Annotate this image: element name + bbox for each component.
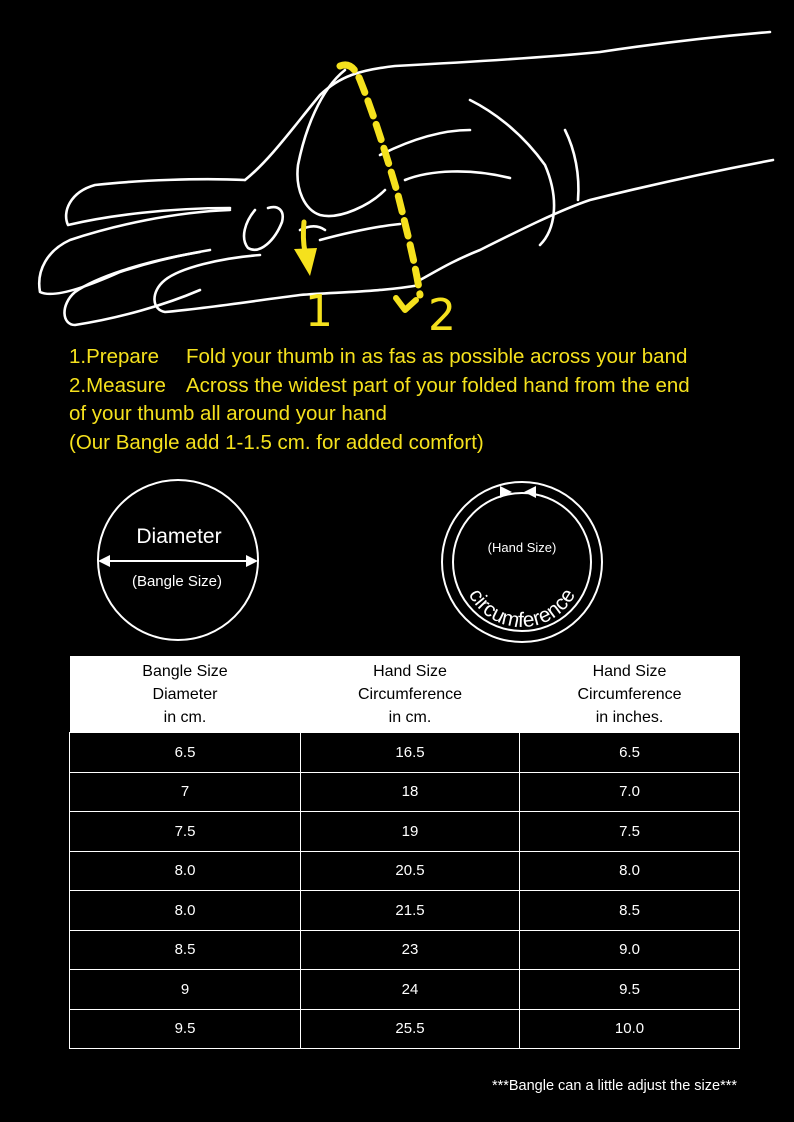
fold-arrow-icon [303, 222, 305, 252]
instruction-line-1 [69, 343, 769, 372]
header-line: Circumference [577, 685, 682, 703]
cell-bangle-cm: 8.0 [70, 891, 301, 931]
instruction-line-3: of your thumb all around your hand [69, 402, 387, 425]
header-line: Hand Size [592, 662, 667, 680]
cell-hand-cm: 24 [301, 970, 520, 1010]
cell-hand-cm: 20.5 [301, 851, 520, 891]
table-row [70, 772, 740, 812]
header-bangle-diameter-cm [70, 656, 301, 733]
table-row [70, 812, 740, 852]
step-2-label: 2.Measure [69, 373, 166, 397]
header-line: Bangle Size [142, 662, 228, 680]
table-row [70, 1009, 740, 1049]
step-2-text: Across the widest part of your folded hand from the end [186, 373, 690, 397]
circ-arrow-left-icon [500, 486, 512, 498]
circumference-title [464, 585, 580, 633]
diameter-diagram [98, 480, 258, 640]
step-number-2: 2 [428, 290, 456, 341]
arrow-left-icon [98, 555, 110, 567]
circ-arrow-right-icon [524, 486, 536, 498]
step-1-text: Fold your thumb in as fas as possible across your band [186, 345, 688, 368]
cell-hand-cm: 25.5 [301, 1009, 520, 1049]
table-row [70, 970, 740, 1010]
hand-outline [39, 32, 773, 325]
header-line: in cm. [163, 708, 207, 726]
table-row [70, 930, 740, 970]
cell-hand-cm: 16.5 [301, 733, 520, 773]
header-hand-circumference-inches [520, 656, 740, 733]
cell-hand-inches: 6.5 [520, 733, 740, 773]
circumference-subtitle: (Hand Size) [487, 540, 557, 555]
header-line: Circumference [357, 685, 463, 703]
cell-bangle-cm: 9 [70, 970, 301, 1010]
cell-bangle-cm: 8.0 [70, 851, 301, 891]
table-row [70, 851, 740, 891]
hand-measurement-illustration [0, 0, 794, 345]
cell-bangle-cm: 8.5 [70, 930, 301, 970]
size-table [69, 656, 740, 1049]
footnote: ***Bangle can a little adjust the size*** [491, 1078, 737, 1094]
circumference-title-path: circumference [464, 584, 580, 633]
cell-hand-cm: 19 [301, 812, 520, 852]
table-row [70, 733, 740, 773]
circumference-diagram [442, 482, 602, 642]
cell-hand-cm: 23 [301, 930, 520, 970]
step-1-label: 1.Prepare [69, 345, 160, 368]
diameter-title: Diameter [136, 525, 222, 548]
cell-hand-inches: 10.0 [520, 1009, 740, 1049]
cell-hand-inches: 7.0 [520, 772, 740, 812]
measurement-end-hook [396, 298, 416, 310]
cell-bangle-cm: 9.5 [70, 1009, 301, 1049]
header-line: in cm. [388, 708, 432, 726]
cell-hand-inches: 9.0 [520, 930, 740, 970]
cell-bangle-cm: 6.5 [70, 733, 301, 773]
fold-arrow-head-icon [294, 248, 317, 276]
table-header-row [70, 656, 740, 733]
cell-bangle-cm: 7 [70, 772, 301, 812]
cell-hand-cm: 18 [301, 772, 520, 812]
cell-hand-inches: 8.0 [520, 851, 740, 891]
cell-bangle-cm: 7.5 [70, 812, 301, 852]
cell-hand-inches: 7.5 [520, 812, 740, 852]
cell-hand-cm: 21.5 [301, 891, 520, 931]
cell-hand-inches: 8.5 [520, 891, 740, 931]
instruction-line-4: (Our Bangle add 1-1.5 cm. for added comfort) [69, 430, 484, 454]
step-number-1: 1 [305, 286, 333, 337]
cell-hand-inches: 9.5 [520, 970, 740, 1010]
header-line: Hand Size [373, 662, 447, 680]
instructions-block [69, 343, 769, 457]
header-line: in inches. [595, 708, 664, 726]
header-hand-circumference-cm [301, 656, 520, 733]
size-diagrams [0, 470, 794, 650]
table-row [70, 891, 740, 931]
header-line: Diameter [152, 685, 218, 703]
arrow-right-icon [246, 555, 258, 567]
diameter-subtitle: (Bangle Size) [131, 573, 223, 590]
instruction-line-2 [69, 372, 769, 401]
